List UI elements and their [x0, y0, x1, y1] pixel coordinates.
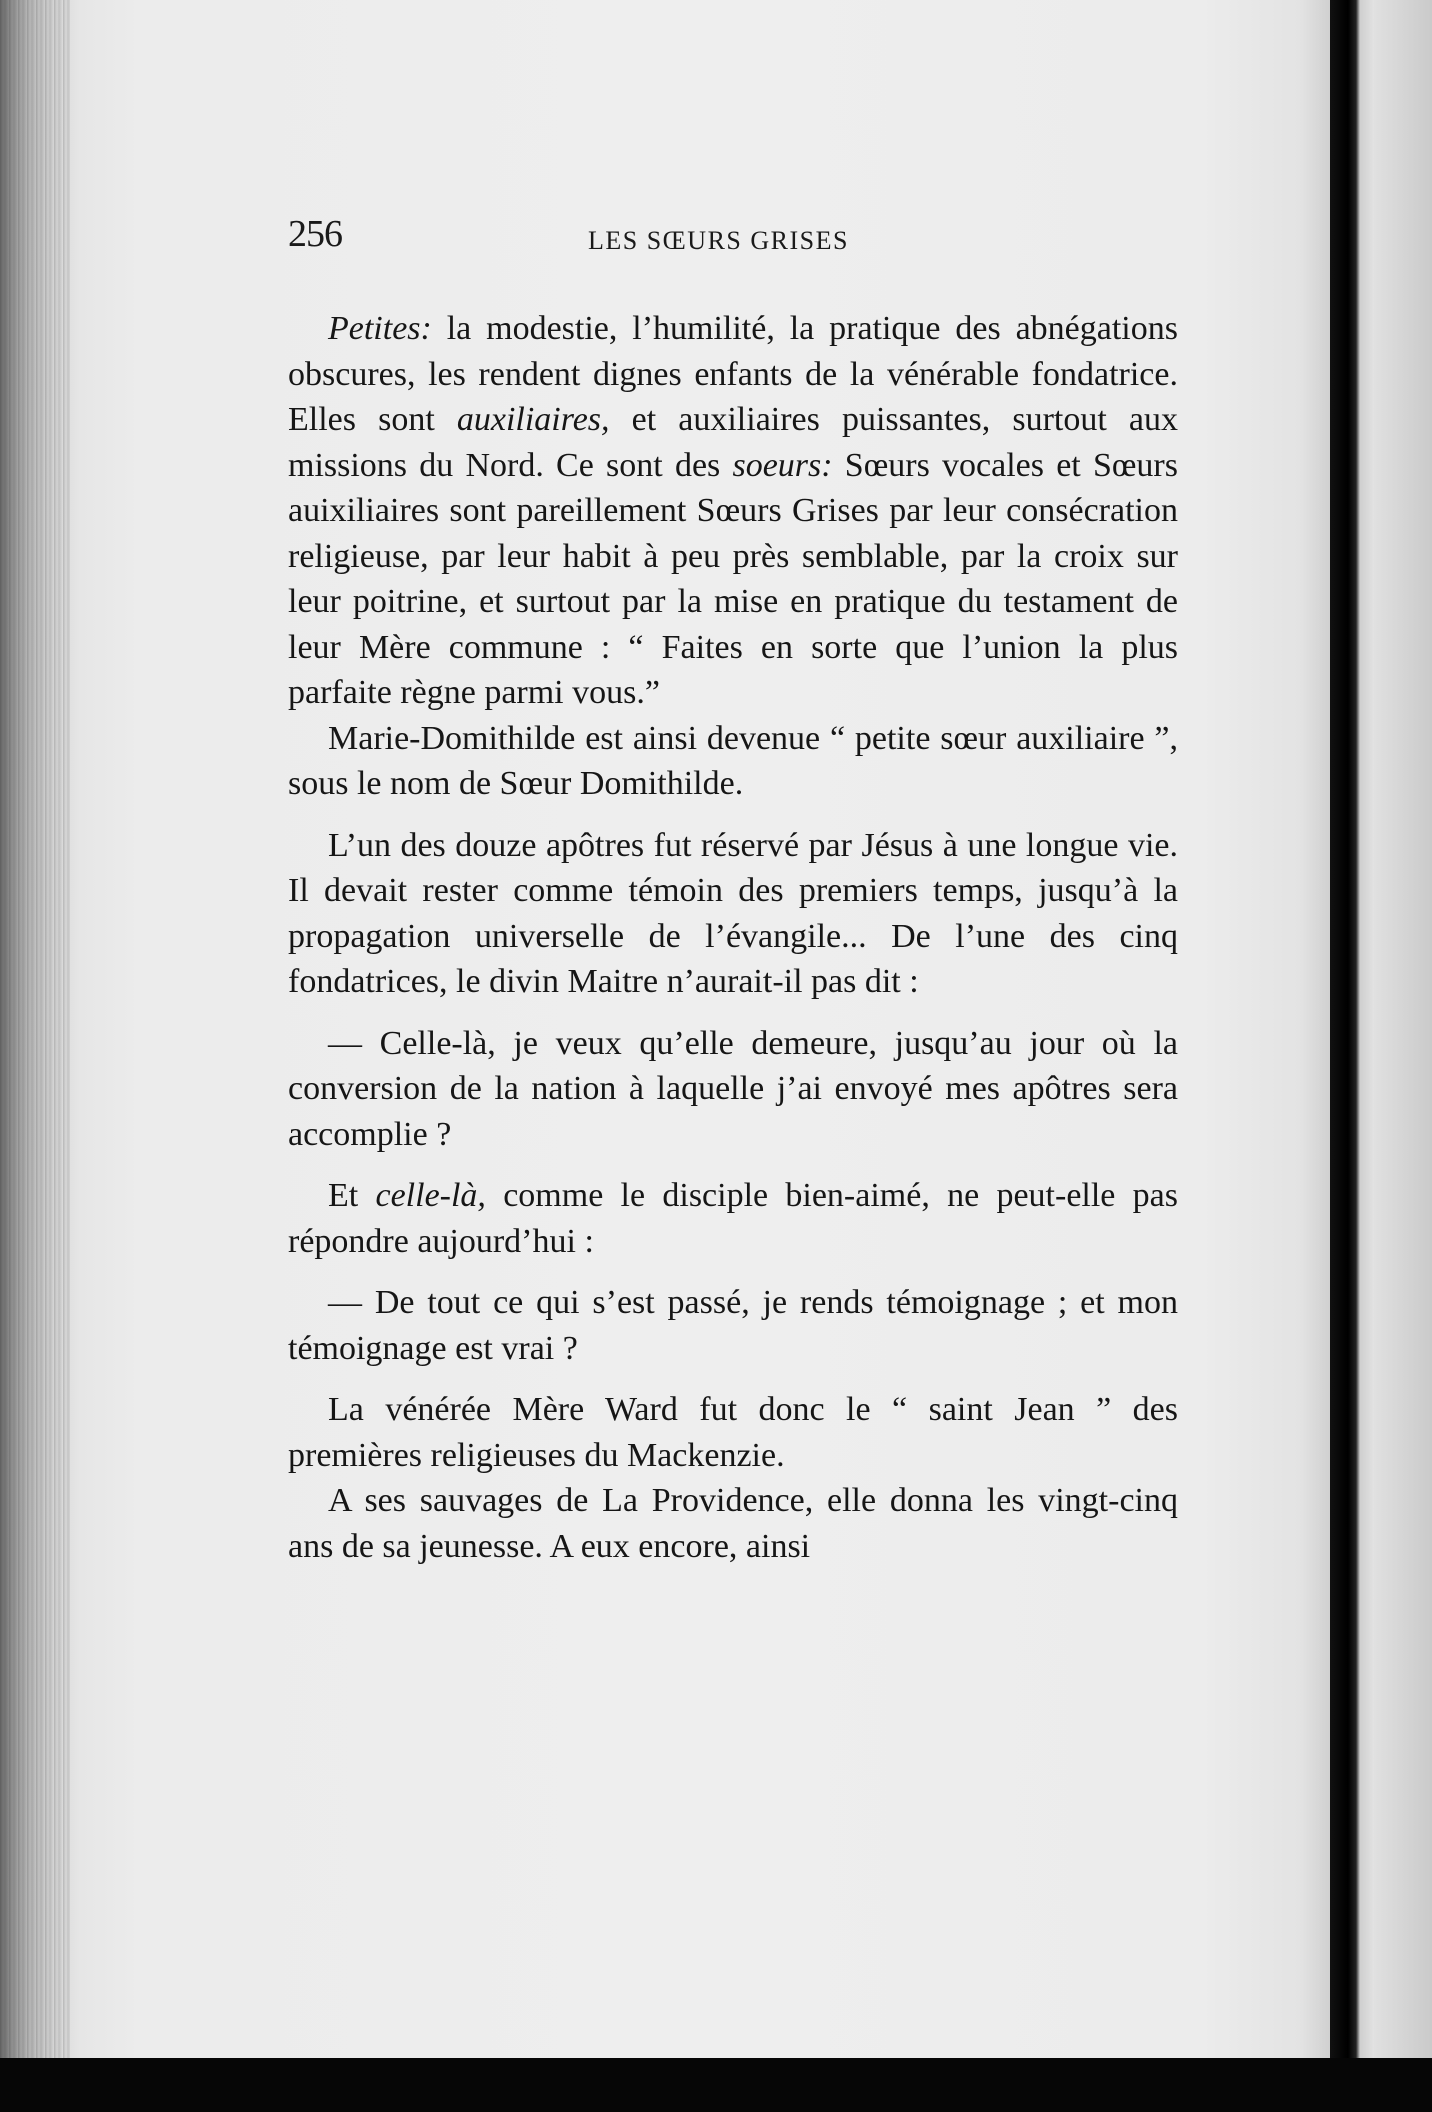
next-page-edge [1374, 0, 1432, 2112]
text-span: comme le disciple bien-aimé, ne peut-elle pas répondre aujourd’hui : [288, 1177, 1178, 1260]
paragraph-2: Marie-Domithilde est ainsi devenue “ petite sœur auxiliaire ”, sous le nom de Sœur Domithilde. [288, 719, 1178, 802]
running-head [288, 212, 1178, 262]
paragraph-7: La vénérée Mère Ward fut donc le “ saint Jean ” des premières religieuses du Mackenzie. [288, 1391, 1178, 1474]
running-title: LES SŒURS GRISES [588, 226, 849, 255]
paragraph-1 [288, 306, 1178, 716]
italic-term-soeurs: soeurs: [732, 446, 833, 484]
paragraph-3: L’un des douze apôtres fut réservé par Jésus à une longue vie. Il devait rester comme témoin des premiers temps, jusqu’à la propagation universelle de l’évangile... De l’une des cinq fondatrices, le divin Maitre n’aurait-il pas dit : [288, 826, 1178, 1000]
body-text [288, 306, 1178, 1569]
paragraph-5 [288, 1173, 1178, 1264]
paragraph-6-dialogue: — De tout ce qui s’est passé, je rends témoignage ; et mon témoignage est vrai ? [288, 1284, 1178, 1367]
paragraph-4-dialogue: — Celle-là, je veux qu’elle demeure, jusqu’au jour où la conversion de la nation à laquelle j’ai envoyé mes apôtres sera accomplie ? [288, 1024, 1178, 1153]
text-span: Et [328, 1177, 376, 1214]
italic-term-celle-la: celle-là, [375, 1177, 486, 1214]
italic-term-petites: Petites: [328, 310, 432, 347]
italic-term-auxiliaires: auxiliaires, [456, 401, 610, 438]
page-number: 256 [288, 213, 342, 255]
text-span: la modestie, l’humilité, la pratique des abnégations obscures, les rendent dignes enfants de la vénérable fondatrice. Elles sont [288, 310, 1178, 438]
text-span: et auxiliaires puissantes, surtout aux missions du Nord. Ce sont des [288, 401, 1178, 484]
text-span: Sœurs vocales et Sœurs auixiliaires sont pareillement Sœurs Grises par leur consécration religieuse, par leur habit à peu près semblable, par la croix sur leur poitrine, et surtout par la mise en pratique du testament de leur Mère commune : “ Faites en sorte que l’union la plus parfaite règne parmi vous.” [288, 446, 1178, 711]
scan-bottom-border [0, 2058, 1432, 2112]
page-fore-edge-shadow [1330, 0, 1374, 2112]
paragraph-8: A ses sauvages de La Providence, elle donna les vingt-cinq ans de sa jeunesse. A eux encore, ainsi [288, 1482, 1178, 1565]
binding-gutter-shadow [0, 0, 70, 2058]
